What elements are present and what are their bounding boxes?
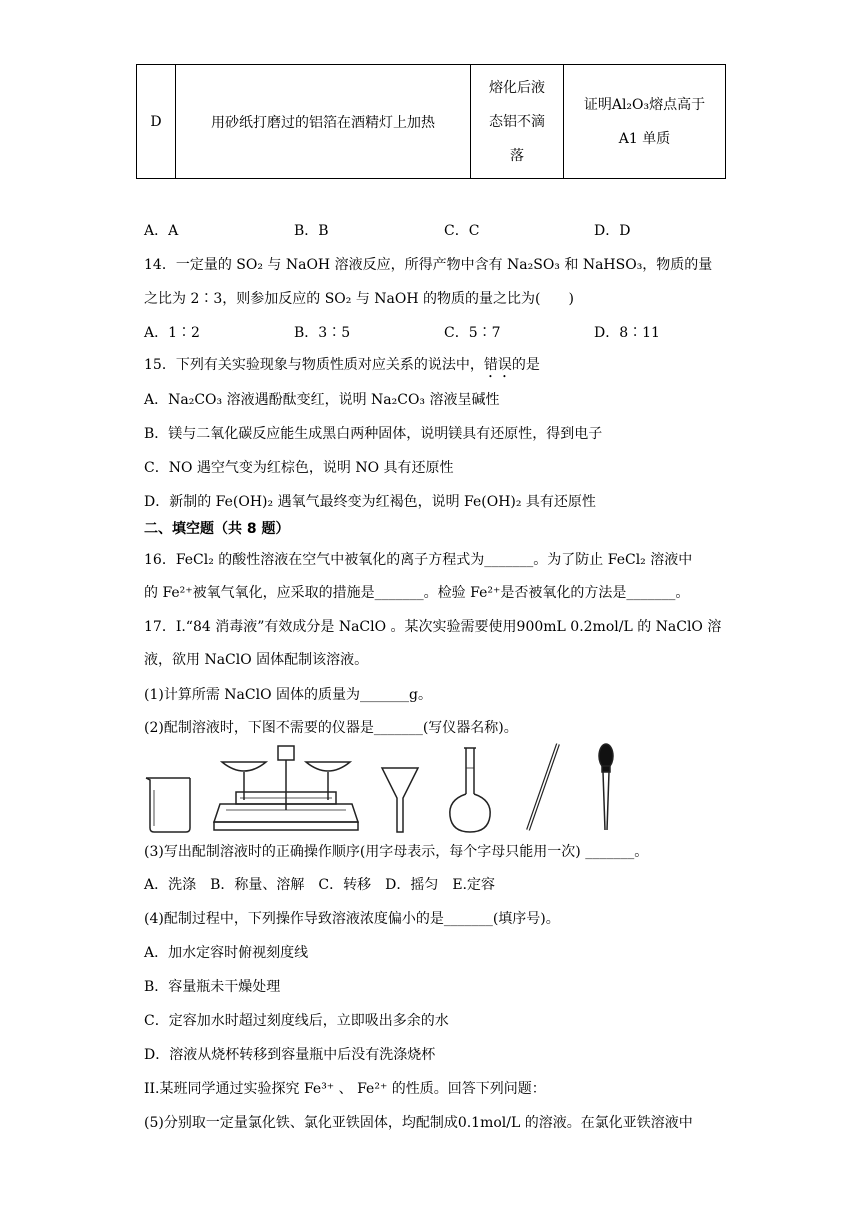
phenomenon-line-1: 熔化后液 — [489, 79, 545, 96]
q17-part-4-option-a: A．加水定容时俯视刻度线 — [144, 945, 309, 961]
volumetric-flask-icon — [450, 748, 490, 832]
q17-part-5: (5)分别取一定量氯化铁、氯化亚铁固体，均配制成0.1mol/L 的溶液。在氯化亚铁溶液中 — [144, 1115, 693, 1131]
row-label-cell: D — [137, 65, 176, 179]
q17-line-1: 17．I.“84 消毒液”有效成分是 NaClO 。某次实验需要使用900mL 0.2mol/L 的 NaClO 溶 — [144, 619, 722, 635]
q16-line-2: 的 Fe²⁺被氧气氧化，应采取的措施是_______。检验 Fe²⁺是否被氧化的方法是_______。 — [144, 585, 690, 601]
option-a: A．A — [144, 223, 179, 239]
q17-part-4: (4)配制过程中，下列操作导致溶液浓度偏小的是_______(填序号)。 — [144, 911, 560, 927]
q17-part-1: (1)计算所需 NaClO 固体的质量为_______g。 — [144, 687, 432, 703]
dropper-icon — [599, 744, 613, 830]
q14-stem-line-2: 之比为 2∶3，则参加反应的 SO₂ 与 NaOH 的物质的量之比为( ) — [144, 291, 574, 307]
q15-option-c: C．NO 遇空气变为红棕色，说明 NO 具有还原性 — [144, 460, 454, 476]
q15-stem — [144, 355, 540, 381]
q15-stem-before: 15．下列有关实验现象与物质性质对应关系的说法中， — [144, 357, 484, 373]
q17-part-2: (2)配制溶液时，下图不需要的仪器是_______(写仪器名称)。 — [144, 720, 518, 736]
q17-part-ii: II.某班同学通过实验探究 Fe³⁺ 、 Fe²⁺ 的性质。回答下列问题： — [144, 1081, 546, 1097]
q15-option-a: A．Na₂CO₃ 溶液遇酚酞变红，说明 Na₂CO₃ 溶液呈碱性 — [144, 392, 500, 408]
q17-part-4-option-b: B．容量瓶未干燥处理 — [144, 979, 281, 995]
option-c: C．C — [444, 223, 480, 239]
conclusion-line-2: A1 单质 — [618, 130, 671, 147]
q17-part-4-option-d: D．溶液从烧杯转移到容量瓶中后没有洗涤烧杯 — [144, 1047, 436, 1063]
option-a: A．1∶2 — [144, 325, 200, 341]
q17-part-4-option-c: C．定容加水时超过刻度线后，立即吸出多余的水 — [144, 1013, 449, 1029]
q13-options — [144, 221, 744, 241]
option-b: B．B — [294, 223, 329, 239]
q15-option-d: D．新制的 Fe(OH)₂ 遇氧气最终变为红褐色，说明 Fe(OH)₂ 具有还原性 — [144, 494, 596, 510]
balance-icon — [214, 746, 358, 830]
lab-apparatus-figure — [140, 740, 660, 835]
option-b: B．3∶5 — [294, 325, 351, 341]
q14-options — [144, 323, 744, 343]
phenomenon-cell — [471, 65, 564, 179]
q17-part-3: (3)写出配制溶液时的正确操作顺序(用字母表示，每个字母只能用一次) _______。 — [144, 844, 649, 860]
q16-line-1: 16．FeCl₂ 的酸性溶液在空气中被氧化的离子方程式为_______。为了防止 FeCl₂ 溶液中 — [144, 552, 693, 568]
option-c: C．5∶7 — [444, 325, 501, 341]
q14-stem-line-1: 14．一定量的 SO₂ 与 NaOH 溶液反应，所得产物中含有 Na₂SO₃ 和 NaHSO₃，物质的量 — [144, 257, 713, 273]
table-row — [137, 65, 726, 179]
option-d: D．D — [594, 223, 631, 239]
conclusion-line-1: 证明Al₂O₃熔点高于 — [583, 96, 706, 113]
phenomenon-line-2: 态铝不滴 — [489, 113, 545, 130]
conclusion-cell — [564, 65, 726, 179]
q15-option-b: B．镁与二氧化碳反应能生成黑白两种固体，说明镁具有还原性，得到电子 — [144, 426, 603, 442]
glass-rod-icon — [528, 744, 558, 830]
option-d: D．8∶11 — [594, 325, 660, 341]
phenomenon-line-3: 落 — [510, 147, 524, 164]
section-title: 二、填空题（共 8 题） — [144, 521, 290, 537]
experiment-table — [136, 64, 726, 179]
q17-line-2: 液，欲用 NaClO 固体配制该溶液。 — [144, 652, 369, 668]
q17-part-3-options: A．洗涤 B．称量、溶解 C．转移 D．摇匀 E.定容 — [144, 877, 496, 893]
operation-cell: 用砂纸打磨过的铝箔在酒精灯上加热 — [176, 65, 471, 179]
funnel-icon — [382, 768, 418, 832]
q15-stem-after: 的是 — [511, 357, 540, 373]
q15-stem-emph: 错误 — [483, 357, 512, 373]
beaker-icon — [146, 778, 190, 832]
